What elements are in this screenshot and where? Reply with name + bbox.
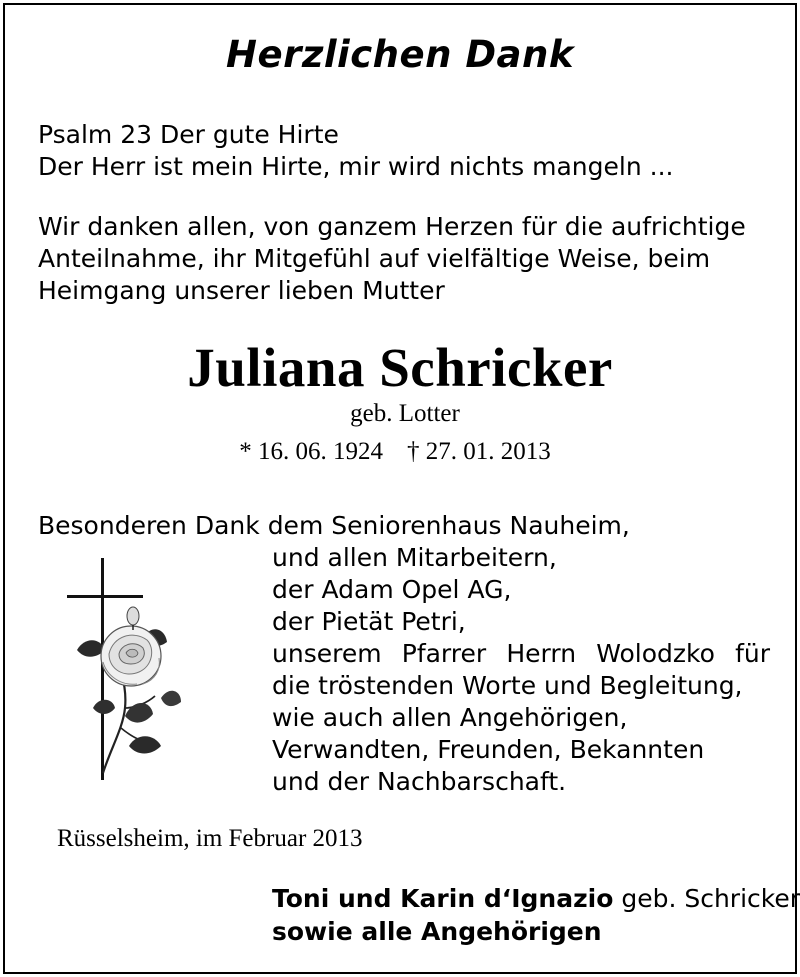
special-thanks-line: unserem Pfarrer Herrn Wolodzko für	[272, 639, 770, 668]
special-thanks-line: wie auch allen Angehörigen,	[272, 703, 628, 732]
special-thanks-line: die tröstenden Worte und Begleitung,	[272, 671, 743, 700]
signature-maiden-name: geb. Schricker	[613, 884, 800, 913]
death-date: † 27. 01. 2013	[407, 438, 551, 465]
thanks-line-3: Heimgang unserer lieben Mutter	[38, 276, 445, 305]
special-thanks-line: Verwandten, Freunden, Bekannten	[272, 735, 705, 764]
cross-with-rose-icon	[63, 558, 193, 783]
life-dates	[5, 437, 795, 467]
special-thanks-line: und der Nachbarschaft.	[272, 767, 567, 796]
thanks-line-1: Wir danken allen, von ganzem Herzen für die aufrichtige	[38, 212, 746, 241]
special-thanks-line: und allen Mitarbeitern,	[272, 543, 557, 572]
place-and-date: Rüsselsheim, im Februar 2013	[57, 825, 363, 852]
special-thanks-intro: Besonderen Dank dem Seniorenhaus Nauheim,	[38, 511, 630, 540]
signature-line-1	[272, 883, 800, 915]
signature-names: Toni und Karin d‘Ignazio	[272, 884, 614, 913]
signature-line-2: sowie alle Angehörigen	[272, 917, 602, 946]
obituary-card	[3, 3, 800, 974]
special-thanks-line: der Pietät Petri,	[272, 607, 466, 636]
birth-date: * 16. 06. 1924	[239, 438, 383, 465]
psalm-verse: Der Herr ist mein Hirte, mir wird nichts mangeln ...	[38, 152, 674, 181]
special-thanks-line: der Adam Opel AG,	[272, 575, 512, 604]
deceased-name: Juliana Schricker	[187, 337, 613, 398]
maiden-name: geb. Lotter	[350, 400, 460, 427]
psalm-title: Psalm 23 Der gute Hirte	[38, 120, 339, 149]
thanks-line-2: Anteilnahme, ihr Mitgefühl auf vielfältige Weise, beim	[38, 244, 711, 273]
cross-horizontal-beam	[67, 595, 143, 598]
page-title: Herzlichen Dank	[226, 33, 574, 76]
